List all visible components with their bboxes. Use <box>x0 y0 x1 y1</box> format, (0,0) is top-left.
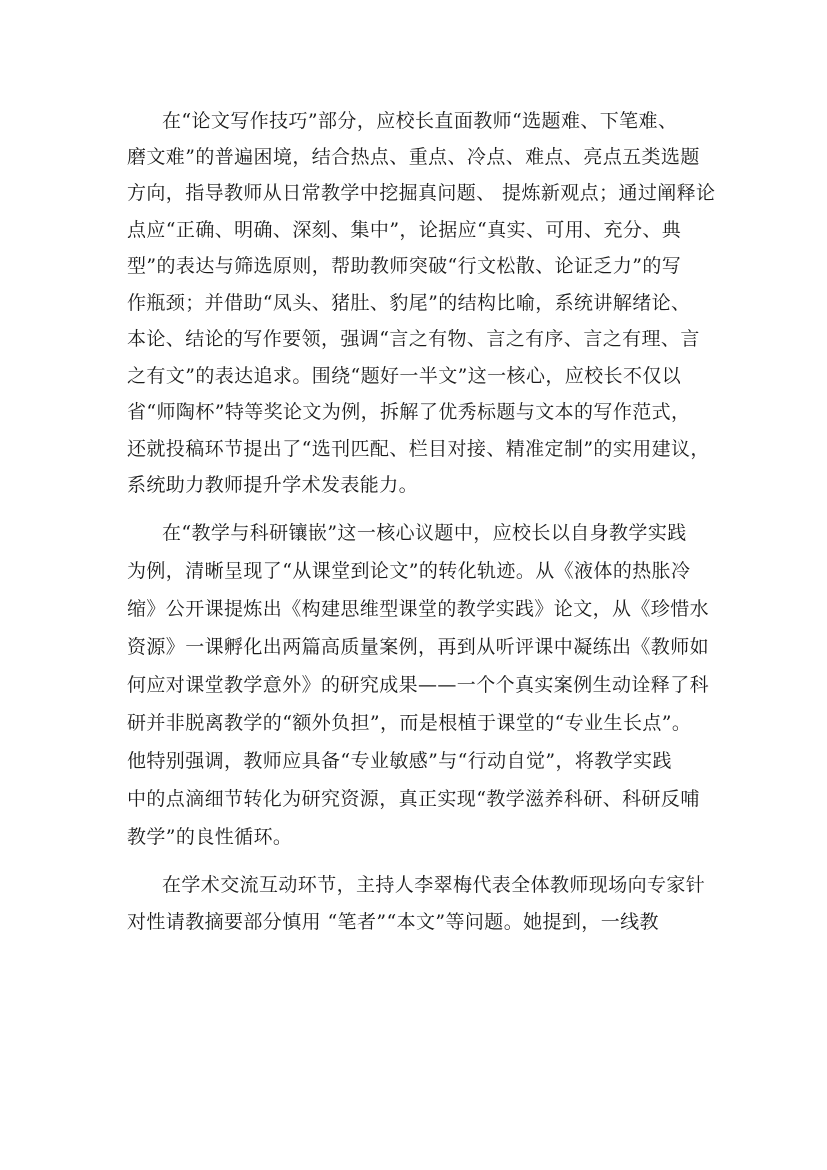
text-line: 型”的表达与筛选原则，帮助教师突破“行文松散、论证乏力”的写 <box>127 255 682 277</box>
text-line: 中的点滴细节转化为研究资源，真正实现“教学滋养科研、科研反哺 <box>127 788 700 810</box>
text-line: 何应对课堂教学意外》的研究成果——一个个真实案例生动诠释了科 <box>127 674 710 696</box>
text-line: 在“论文写作技巧”部分，应校长直面教师“选题难、下笔难、 <box>162 110 678 132</box>
text-line: 为例，清晰呈现了“从课堂到论文”的转化轨迹。从《液体的热胀冷 <box>127 560 691 582</box>
text-line: 磨文难”的普遍困境，结合热点、重点、冷点、难点、亮点五类选题 <box>127 146 700 168</box>
text-line: 本论、结论的写作要领，强调“言之有物、言之有序、言之有理、言 <box>127 328 700 350</box>
text-line: 点应“正确、明确、深刻、集中”，论据应“真实、可用、充分、典 <box>127 219 682 241</box>
text-line: 研并非脱离教学的“额外负担”，而是根植于课堂的“专业生长点”。 <box>127 712 692 734</box>
text-line: 还就投稿环节提出了“选刊匹配、栏目对接、精准定制”的实用建议， <box>127 438 710 460</box>
text-line: 之有文”的表达追求。围绕“题好一半文”这一核心，应校长不仅以 <box>127 365 682 387</box>
text-line: 他特别强调，教师应具备“专业敏感”与“行动自觉”，将教学实践 <box>127 750 672 772</box>
text-line: 方向，指导教师从日常教学中挖掘真问题、 提炼新观点；通过阐释论 <box>127 182 716 204</box>
text-line: 作瓶颈；并借助“凤头、猪肚、豹尾”的结构比喻，系统讲解绪论、 <box>127 292 691 314</box>
text-line: 系统助力教师提升学术发表能力。 <box>127 474 419 496</box>
text-line: 省“师陶杯”特等奖论文为例，拆解了优秀标题与文本的写作范式， <box>127 401 691 423</box>
text-line: 对性请教摘要部分慎用 “笔者”“本文”等问题。她提到，一线教 <box>127 911 659 933</box>
text-line: 资源》一课孵化出两篇高质量案例，再到从听评课中凝练出《教师如 <box>127 636 710 658</box>
text-line: 缩》公开课提炼出《构建思维型课堂的教学实践》论文，从《珍惜水 <box>127 598 710 620</box>
text-line: 在学术交流互动环节，主持人李翠梅代表全体教师现场向专家针 <box>162 874 706 896</box>
text-line: 在“教学与科研镶嵌”这一核心议题中，应校长以自身教学实践 <box>162 522 687 544</box>
text-line: 教学”的良性循环。 <box>127 826 293 848</box>
